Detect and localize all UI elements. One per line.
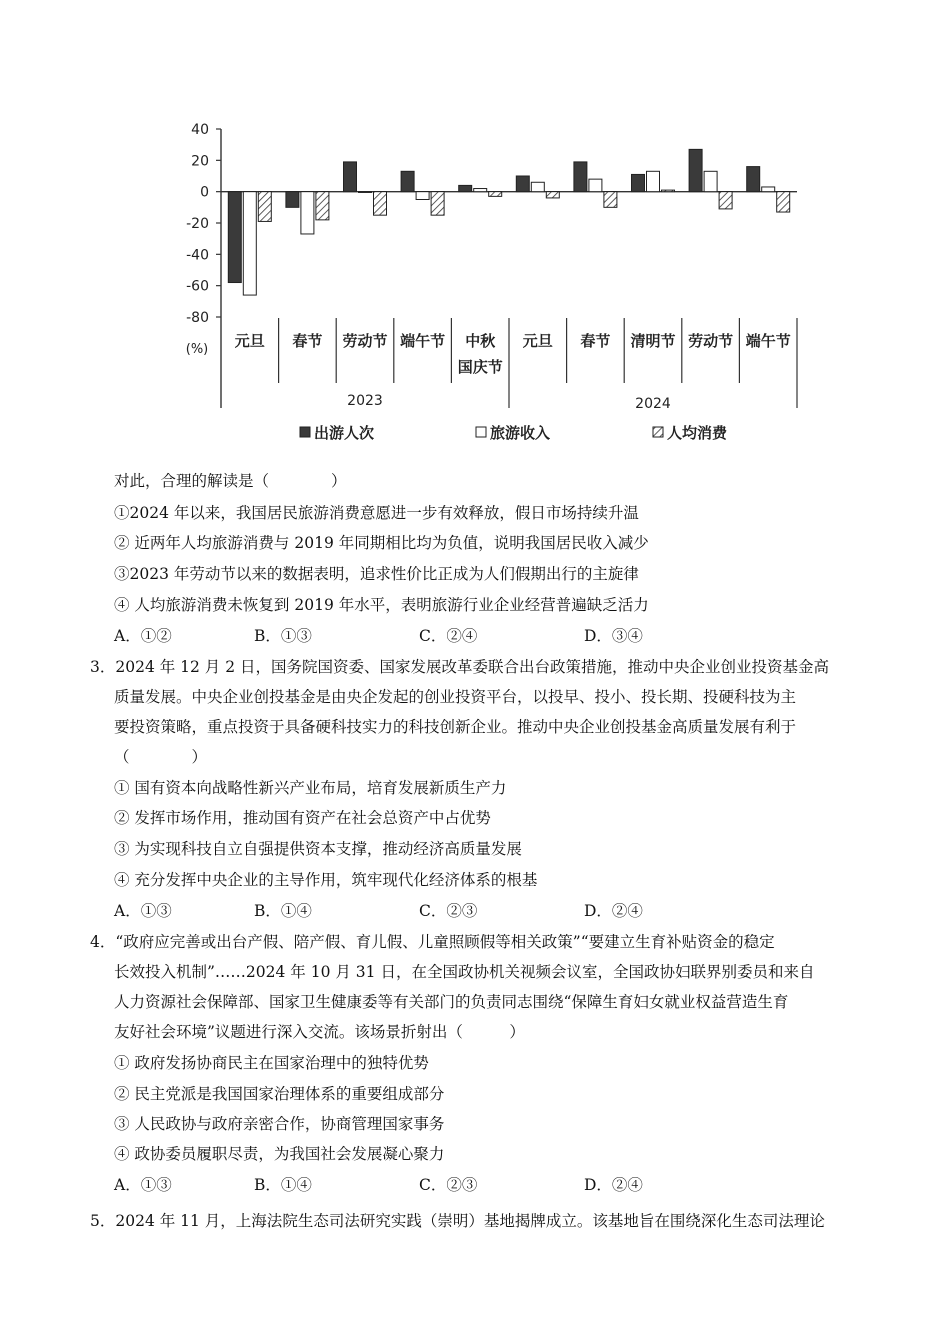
bar-hollow (704, 171, 717, 191)
bar-hollow (359, 192, 372, 193)
bar-hollow (243, 192, 256, 295)
y-tick-label: -60 (186, 278, 209, 295)
category-label: 元旦 (522, 332, 553, 350)
y-axis-unit-label: (%) (185, 342, 209, 357)
bar-hatched (316, 192, 329, 220)
legend-label: 旅游收入 (490, 424, 551, 442)
bar-hollow (301, 192, 314, 234)
bar-hatched (258, 192, 271, 222)
y-tick-label: 40 (191, 122, 209, 138)
q3-option-a[interactable]: A．①③ (114, 902, 172, 920)
bar-solid (574, 162, 587, 192)
bar-solid (401, 171, 414, 191)
q4-stem-line-3: 人力资源社会保障部、国家卫生健康委等有关部门的负责同志围绕“保障生育妇女就业权益营造生育 (114, 993, 789, 1011)
q2-item-3: ③2023 年劳动节以来的数据表明，追求性价比正成为人们假期出行的主旋律 (114, 565, 639, 583)
bar-hatched (546, 192, 559, 198)
q3-option-c[interactable]: C．②③ (419, 902, 478, 920)
category-label: 清明节 (630, 332, 676, 350)
legend-swatch-hollow (476, 427, 486, 437)
category-label: 端午节 (745, 332, 791, 350)
q4-option-c[interactable]: C．②③ (419, 1176, 478, 1194)
q3-stem-line-1: 3．2024 年 12 月 2 日，国务院国资委、国家发展改革委联合出台政策措施，推动中央企业创业投资基金高 (90, 658, 830, 676)
q2-option-a[interactable]: A．①② (114, 627, 172, 645)
q4-option-b[interactable]: B．①④ (254, 1176, 312, 1194)
category-label: 端午节 (400, 332, 446, 350)
bar-hatched (777, 192, 790, 212)
category-label: 春节 (580, 332, 611, 350)
category-label: 中秋 (465, 332, 496, 350)
q4-stem-line-2: 长效投入机制”……2024 年 10 月 31 日，在全国政协机关视频会议室，全国政协妇联界别委员和来自 (114, 963, 815, 981)
q2-option-b[interactable]: B．①③ (254, 627, 312, 645)
bar-hollow (589, 179, 602, 192)
q2-options (114, 626, 714, 646)
y-tick-label: -80 (186, 310, 209, 326)
q3-options (114, 901, 714, 921)
bar-solid (632, 174, 645, 191)
category-label: 劳动节 (688, 332, 734, 350)
category-label: 元旦 (234, 332, 265, 350)
q4-item-2: ② 民主党派是我国国家治理体系的重要组成部分 (114, 1085, 445, 1103)
bar-hatched (489, 192, 502, 197)
q4-stem-line-1: 4．“政府应完善或出台产假、陪产假、育儿假、儿童照顾假等相关政策”“要建立生育补贴资金的稳定 (90, 933, 775, 951)
bar-hatched (662, 190, 675, 192)
q3-item-2: ② 发挥市场作用，推动国有资产在社会总资产中占优势 (114, 809, 491, 827)
bar-hollow (531, 182, 544, 191)
legend-swatch-solid (300, 427, 310, 437)
category-label: 劳动节 (342, 332, 388, 350)
bar-hatched (719, 192, 732, 209)
q4-item-1: ① 政府发扬协商民主在国家治理中的独特优势 (114, 1054, 429, 1072)
q4-item-3: ③ 人民政协与政府亲密合作，协商管理国家事务 (114, 1115, 445, 1133)
bar-hatched (431, 192, 444, 216)
q3-option-d[interactable]: D．②④ (584, 902, 643, 920)
bar-solid (689, 149, 702, 191)
q4-option-a[interactable]: A．①③ (114, 1176, 172, 1194)
bar-hollow (416, 192, 429, 200)
q3-stem-line-2: 质量发展。中央企业创投基金是由央企发起的创业投资平台，以投早、投小、投长期、投硬科技为主 (114, 688, 797, 706)
tourism-bar-chart (0, 0, 950, 455)
q2-option-c[interactable]: C．②④ (419, 627, 478, 645)
y-tick-label: 0 (200, 184, 209, 201)
q3-item-1: ① 国有资本向战略性新兴产业布局，培育发展新质生产力 (114, 779, 507, 797)
q4-item-4: ④ 政协委员履职尽责，为我国社会发展凝心聚力 (114, 1145, 445, 1163)
y-tick-label: 20 (191, 153, 209, 170)
bar-solid (228, 192, 241, 283)
q5-stem-line-1: 5．2024 年 11 月，上海法院生态司法研究实践（崇明）基地揭牌成立。该基地旨在围绕深化生态司法理论 (90, 1212, 825, 1230)
y-tick-label: -40 (186, 247, 209, 264)
q2-option-d[interactable]: D．③④ (584, 627, 643, 645)
year-group-label: 2023 (347, 393, 383, 409)
y-tick-label: -20 (186, 216, 209, 232)
q3-option-b[interactable]: B．①④ (254, 902, 312, 920)
q2-stem: 对此，合理的解读是（ ） (114, 472, 347, 490)
q4-option-d[interactable]: D．②④ (584, 1176, 643, 1194)
bar-hollow (647, 171, 660, 191)
q4-options (114, 1175, 714, 1195)
bar-solid (286, 192, 299, 208)
category-label-line2: 国庆节 (457, 358, 503, 376)
bar-solid (516, 176, 529, 192)
year-group-label: 2024 (635, 396, 671, 412)
q3-stem-line-3: 要投资策略，重点投资于具备硬科技实力的科技创新企业。推动中央企业创投基金高质量发展有利于 (114, 718, 797, 736)
bar-solid (747, 167, 760, 192)
q4-stem-line-4: 友好社会环境”议题进行深入交流。该场景折射出（ ） (114, 1023, 525, 1041)
legend-label: 出游人次 (314, 424, 375, 442)
q3-item-4: ④ 充分发挥中央企业的主导作用，筑牢现代化经济体系的根基 (114, 871, 538, 889)
legend-swatch-hatched (653, 427, 663, 437)
bar-hollow (474, 189, 487, 192)
bar-hatched (604, 192, 617, 208)
bar-solid (344, 162, 357, 192)
q2-item-2: ② 近两年人均旅游消费与 2019 年同期相比均为负值，说明我国居民收入减少 (114, 534, 649, 552)
q2-item-4: ④ 人均旅游消费未恢复到 2019 年水平，表明旅游行业企业经营普遍缺乏活力 (114, 596, 649, 614)
q3-item-3: ③ 为实现科技自立自强提供资本支撑，推动经济高质量发展 (114, 840, 522, 858)
q3-stem-line-4: （ ） (114, 748, 208, 766)
bar-hatched (374, 192, 387, 216)
category-label: 春节 (292, 332, 323, 350)
bar-hollow (762, 187, 775, 192)
legend-label: 人均消费 (667, 424, 728, 442)
q2-item-1: ①2024 年以来，我国居民旅游消费意愿进一步有效释放，假日市场持续升温 (114, 504, 639, 522)
bar-solid (459, 185, 472, 191)
